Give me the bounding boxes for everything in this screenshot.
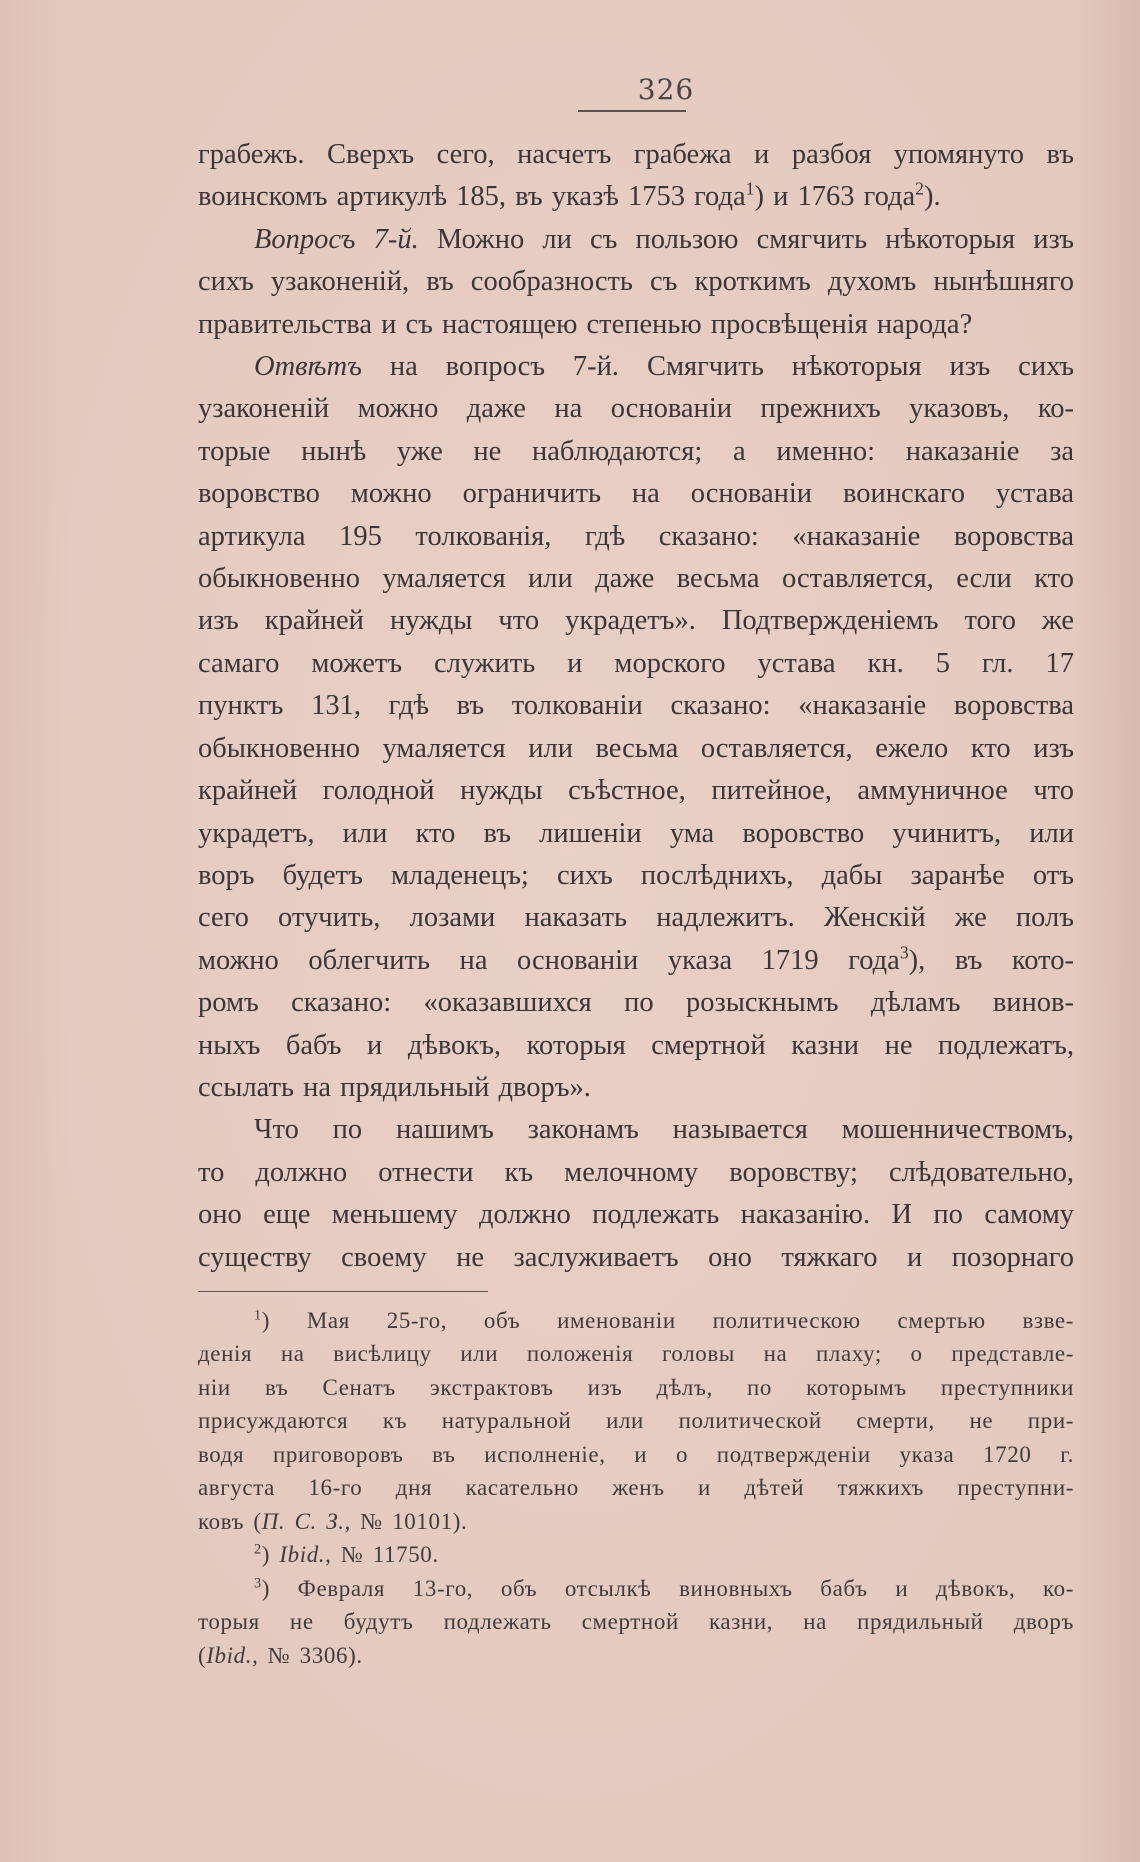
text-line: можно облегчить на основаніи указа 1719 года$^3$), въ кото- <box>198 942 1074 976</box>
text-line: ссылать на прядильный дворъ». <box>198 1071 591 1103</box>
text-line: воинскомъ артикулѣ 185, въ указѣ 1753 года$^1$) и 1763 года$^2$). <box>198 178 941 213</box>
footnote-line: ковъ (П. С. З., № 10101). <box>198 1508 468 1534</box>
answer-label: Отвѣтъ <box>254 351 362 383</box>
text-line: то должно отнести къ мелочному воровству; слѣдовательно, <box>198 1156 1074 1188</box>
paragraph-4 <box>198 1109 1074 1279</box>
text-line: изъ крайней нужды что украдетъ». Подтвержденіемъ того же <box>198 605 1074 637</box>
footnote-line: $^2$) Ibid., № 11750. <box>254 1541 439 1568</box>
text-line: Отвѣтъ на вопросъ 7-й. Смягчить нѣкоторыя изъ сихъ <box>254 351 1074 383</box>
text-line: воровство можно ограничить на основаніи воинскаго устава <box>198 478 1074 510</box>
footnotes <box>198 1304 1074 1673</box>
footnote-line: торыя не будутъ подлежать смертной казни, на прядильный дворъ <box>198 1609 1074 1635</box>
text-line: крайней голодной нужды съѣстное, питейное, аммуничное что <box>198 775 1074 807</box>
text-line: грабежъ. Сверхъ сего, насчетъ грабежа и разбоя упомянуто въ <box>198 139 1074 170</box>
footnote-line: августа 16-го дня касательно женъ и дѣтей тяжкихъ преступни- <box>198 1475 1074 1501</box>
paragraph-question-7 <box>198 219 1074 346</box>
text-line: воръ будетъ младенецъ; сихъ послѣднихъ, дабы заранѣе отъ <box>198 859 1074 891</box>
text-line: существу своему не заслуживаетъ оно тяжкаго и позорнаго <box>198 1241 1074 1273</box>
text-line: ныхъ бабъ и дѣвокъ, которыя смертной казни не подлежатъ, <box>198 1029 1074 1061</box>
page-number: 326 <box>637 73 695 106</box>
footnote-line: $^3$) Февраля 13-го, объ отсылкѣ виновныхъ бабъ и дѣвокъ, ко- <box>254 1575 1074 1601</box>
source-citation: Ibid. <box>206 1642 253 1668</box>
text-line: самаго можетъ служить и морского устава кн. 5 гл. 17 <box>198 647 1074 679</box>
footnote-ref: 3 <box>899 942 909 963</box>
question-label: Вопросъ 7-й. <box>254 223 419 255</box>
source-citation: П. С. З. <box>261 1508 345 1534</box>
book-page <box>198 70 1074 1672</box>
text-line: ромъ сказано: «оказавшихся по розыскнымъ дѣламъ винов- <box>198 987 1074 1019</box>
text-line: пунктъ 131, гдѣ въ толкованіи сказано: «наказаніе воровства <box>198 690 1074 722</box>
text-line: обыкновенно умаляется или весьма оставляется, ежело кто изъ <box>198 732 1074 764</box>
paragraph-1 <box>198 134 1074 219</box>
source-citation: Ibid. <box>279 1542 326 1568</box>
footnote-marker: 2 <box>254 1541 262 1558</box>
text-line: сего отучить, лозами наказать надлежитъ. Женскій же полъ <box>198 902 1074 934</box>
text-line: узаконеній можно даже на основаніи прежнихъ указовъ, ко- <box>198 393 1074 425</box>
footnote-2 <box>198 1538 1074 1572</box>
footnote-ref: 2 <box>915 178 924 199</box>
text-line: Вопросъ 7-й. Можно ли съ пользою смягчить нѣкоторыя изъ <box>254 223 1074 255</box>
text-line: украдетъ, или кто въ лишеніи ума воровство учинитъ, или <box>198 817 1074 849</box>
text-line: обыкновенно умаляется или даже весьма оставляется, если кто <box>198 563 1074 595</box>
text-line: артикула 195 толкованія, гдѣ сказано: «наказаніе воровства <box>198 520 1074 552</box>
text-line: оно еще меньшему должно подлежать наказанію. И по самому <box>198 1199 1074 1231</box>
footnote-ref: 1 <box>745 178 755 199</box>
footnote-line: присуждаются къ натуральной или политической смерти, не при- <box>198 1408 1074 1434</box>
text-line: торые нынѣ уже не наблюдаются; а именно: наказаніе за <box>198 435 1074 467</box>
footnote-marker: 3 <box>254 1575 262 1592</box>
body-text <box>198 134 1074 1279</box>
text-line: Что по нашимъ законамъ называется мошенничествомъ, <box>254 1114 1074 1146</box>
footnote-rule <box>198 1291 488 1292</box>
footnote-line: денія на висѣлицу или положенія головы на плаху; о представле- <box>198 1341 1074 1367</box>
footnote-line: водя приговоровъ въ исполненіе, и о подтвержденіи указа 1720 г. <box>198 1441 1074 1467</box>
footnote-3 <box>198 1572 1074 1673</box>
text-line: правительства и съ настоящею степенью просвѣщенія народа? <box>198 308 973 340</box>
text-line: сихъ узаконеній, въ сообразность съ кроткимъ духомъ нынѣшняго <box>198 266 1074 298</box>
footnote-line: $^1$) Мая 25-го, объ именованіи политическою смертью взве- <box>254 1307 1074 1333</box>
footnote-marker: 1 <box>254 1307 262 1324</box>
footnote-line: ніи въ Сенатъ экстрактовъ изъ дѣлъ, по которымъ преступники <box>198 1374 1074 1400</box>
header-rule <box>578 110 686 112</box>
footnote-line: (Ibid., № 3306). <box>198 1642 363 1668</box>
paragraph-answer-7 <box>198 346 1074 1109</box>
footnote-1 <box>198 1304 1074 1539</box>
